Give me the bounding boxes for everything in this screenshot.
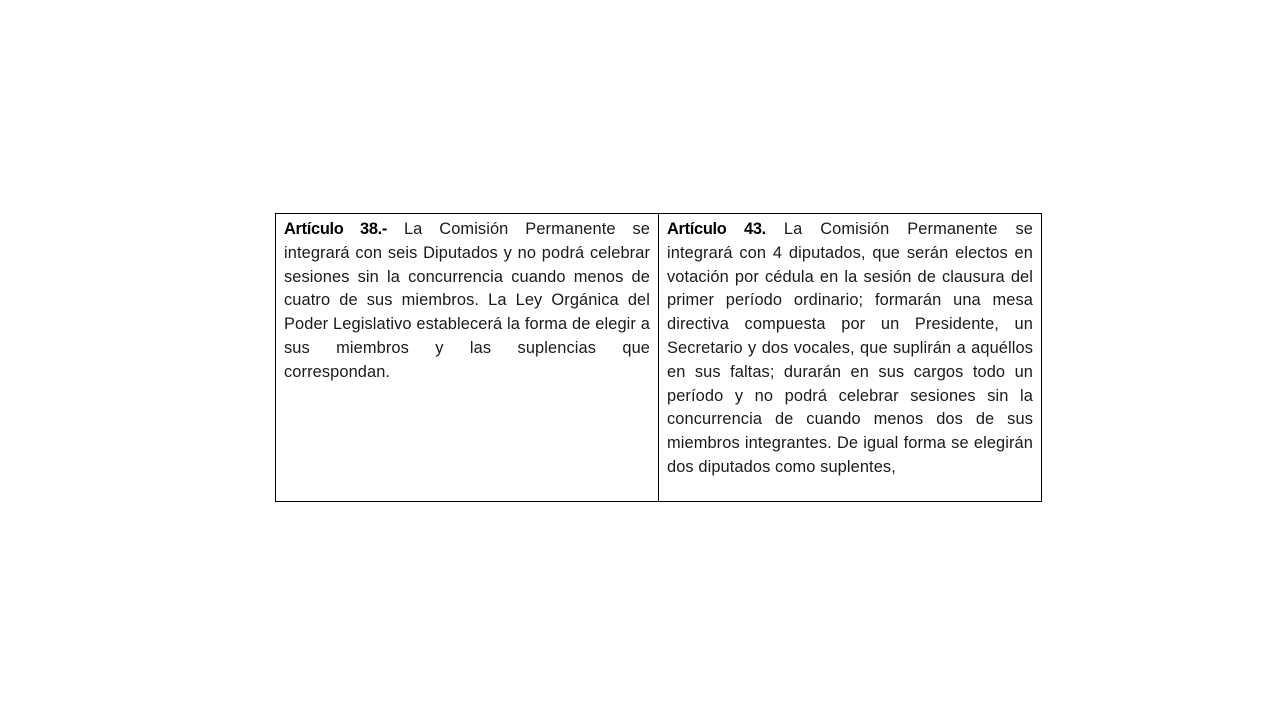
left-article-heading: Artículo 38.- (284, 220, 388, 238)
right-article-cell (659, 214, 1042, 502)
table-row (276, 214, 1042, 502)
right-article-text (667, 218, 1033, 480)
right-article-body: La Comisión Permanente se integrará con 4 diputados, que serán electos en votación por cédula en la sesión de clausura del primer período ordinario; formarán una mesa directiva compuesta por un Presidente, un Secretario y dos vocales, que suplirán a aquéllos en sus faltas; durarán en sus cargos todo un período y no podrá celebrar sesiones sin la concurrencia de cuando menos dos de sus miembros integrantes. De igual forma se elegirán dos diputados como suplentes, (667, 220, 1033, 476)
right-article-heading: Artículo 43. (667, 220, 766, 238)
left-article-cell (276, 214, 659, 502)
left-article-body: La Comisión Permanente se integrará con seis Diputados y no podrá celebrar sesiones sin la concurrencia cuando menos de cuatro de sus miembros. La Ley Orgánica del Poder Legislativo establecerá la forma de elegir a sus miembros y las suplencias que correspondan. (284, 220, 650, 381)
left-article-text (284, 218, 650, 385)
comparison-table (275, 213, 1042, 502)
